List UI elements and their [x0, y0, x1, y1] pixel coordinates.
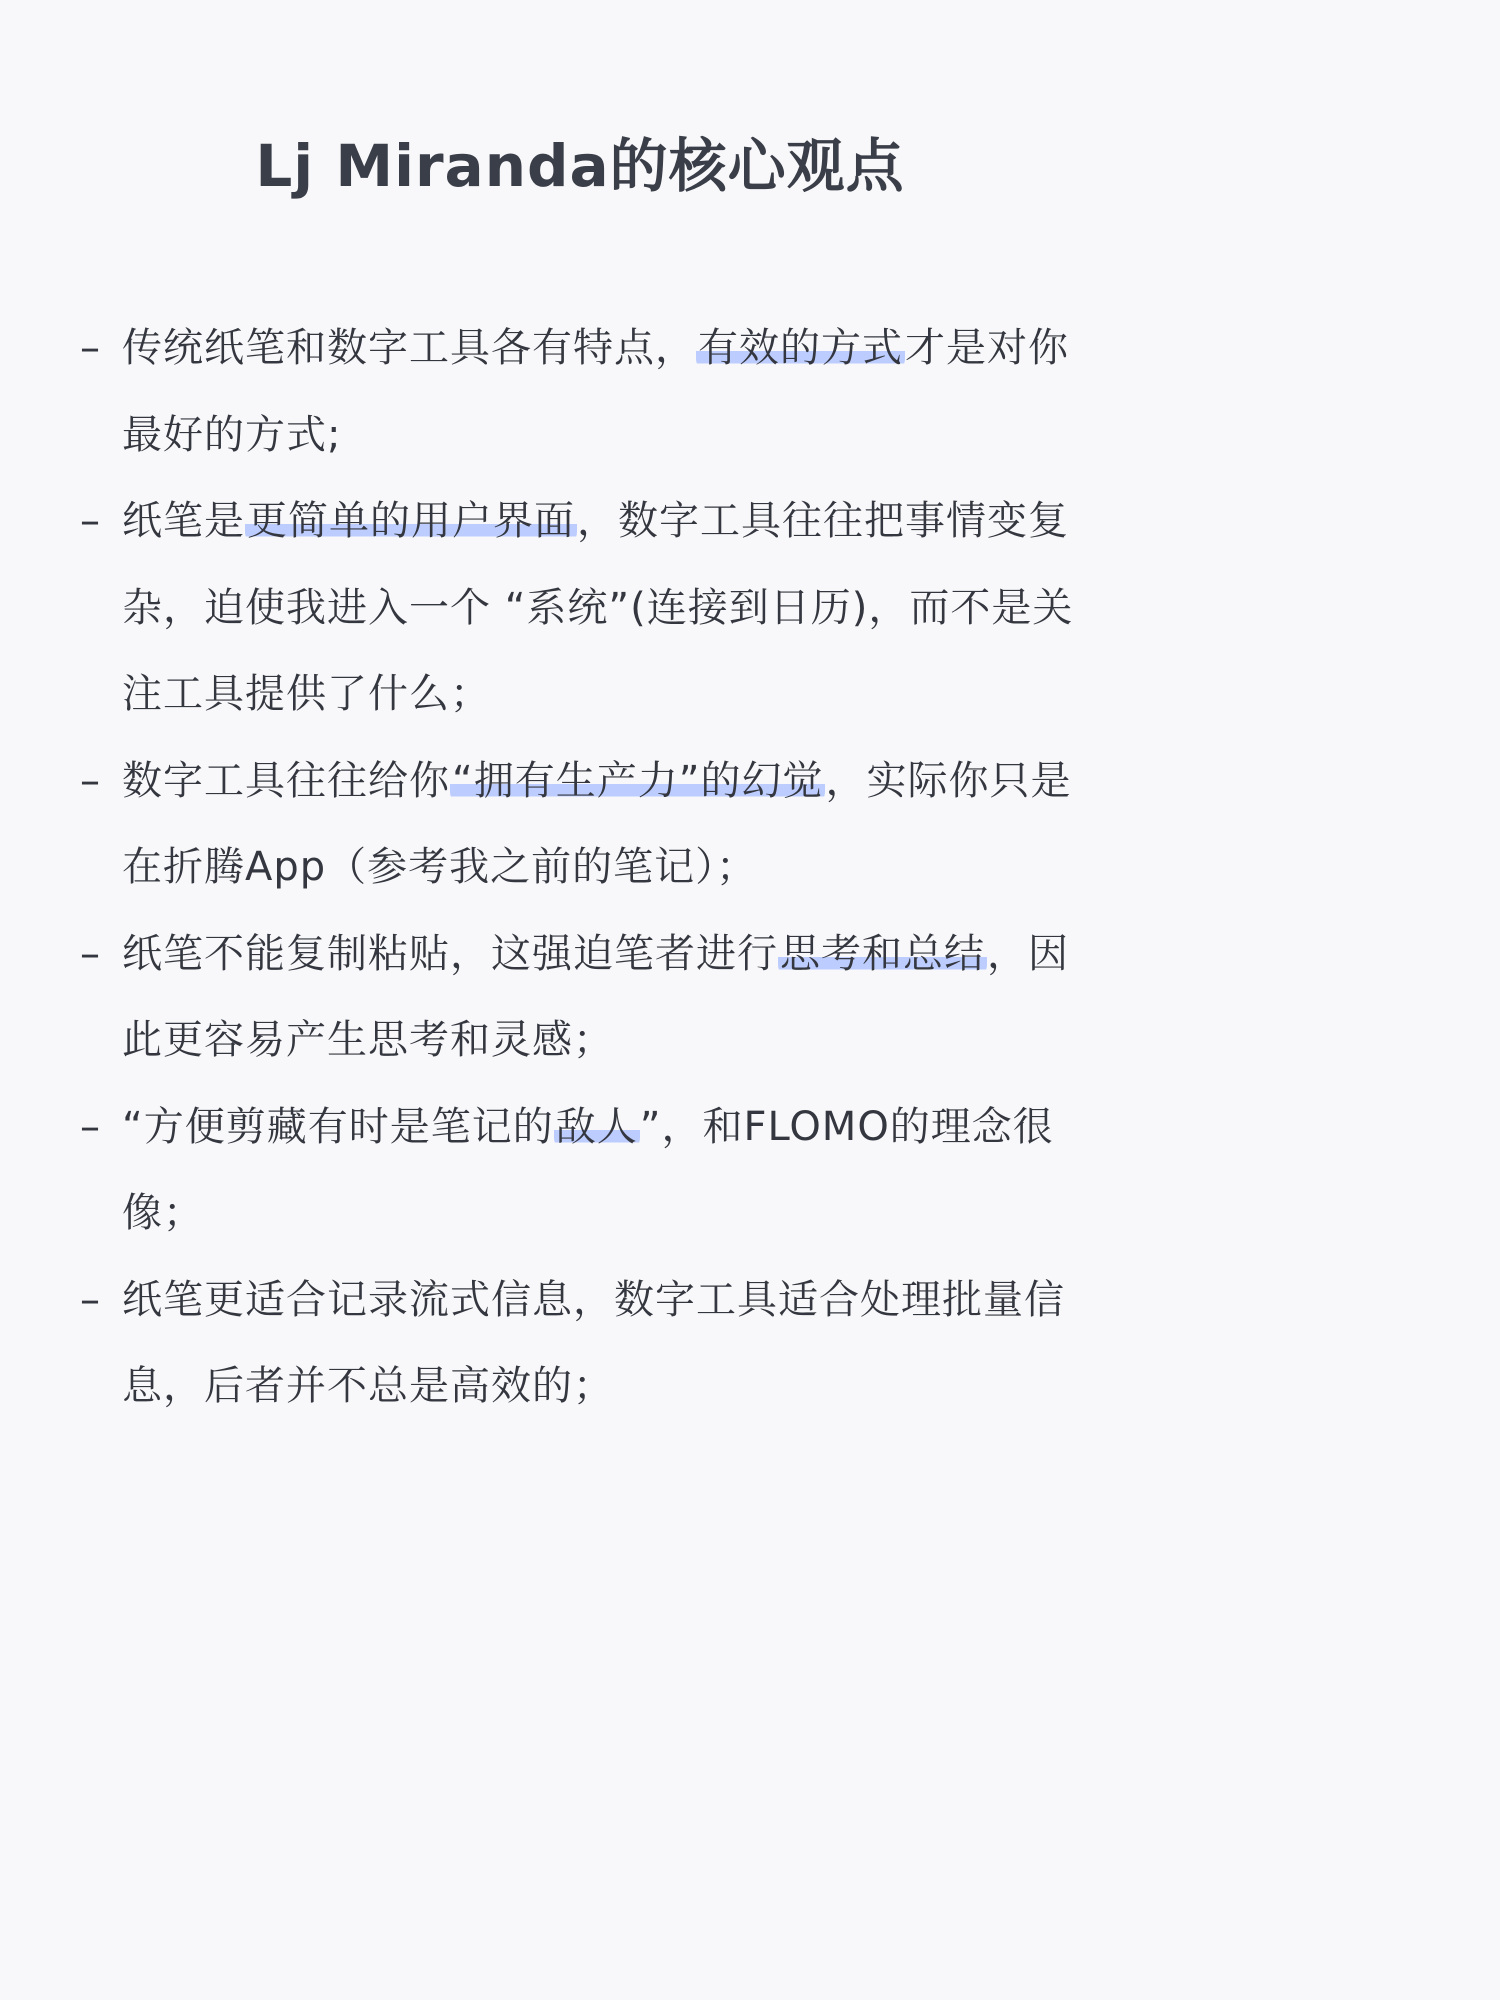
bullet-dash: – — [80, 325, 101, 371]
item-text: 纸笔是 — [122, 498, 245, 544]
list-item — [80, 738, 1080, 911]
item-text: “方便剪藏有时是笔记的 — [122, 1103, 554, 1150]
highlighted-text: “拥有生产力”的幻觉 — [452, 757, 824, 804]
item-text: ，实际你只是在折腾App（参考我之前的笔记）； — [122, 757, 1072, 890]
item-text: ”，和FLOMO的理念很像； — [122, 1103, 1054, 1236]
item-text: 数字工具往往给你 — [122, 757, 450, 804]
bullet-dash: – — [80, 930, 101, 977]
item-text: ，因此更容易产生思考和灵感； — [122, 930, 1069, 1063]
highlighted-text: 思考和总结 — [780, 930, 985, 977]
bullet-dash: – — [80, 1103, 101, 1150]
viewpoint-list — [80, 305, 1080, 1430]
item-text: 纸笔更适合记录流式信息，数字工具适合处理批量信息，后者并不总是高效的； — [122, 1276, 1065, 1409]
list-item — [80, 1257, 1080, 1430]
item-text: 传统纸笔和数字工具各有特点， — [122, 325, 696, 371]
bullet-dash: – — [80, 498, 101, 544]
bullet-dash: – — [80, 757, 101, 804]
bullet-dash: – — [80, 1276, 101, 1323]
list-item — [80, 305, 1080, 478]
item-text: 纸笔不能复制粘贴，这强迫笔者进行 — [122, 930, 778, 977]
list-item — [80, 911, 1080, 1084]
highlighted-text: 敌人 — [555, 1103, 638, 1150]
list-item — [80, 478, 1080, 738]
list-item — [80, 1084, 1080, 1257]
highlighted-text: 更简单的用户界面 — [247, 498, 575, 544]
highlighted-text: 有效的方式 — [698, 325, 903, 371]
page-title: Lj Miranda的核心观点 — [255, 132, 905, 200]
item-text: 才是对你最好的方式; — [122, 325, 1069, 458]
item-text: ，数字工具往往把事情变复杂，迫使我进入一个 “系统”(连接到日历)，而不是关注工具提供了什么； — [122, 498, 1074, 717]
